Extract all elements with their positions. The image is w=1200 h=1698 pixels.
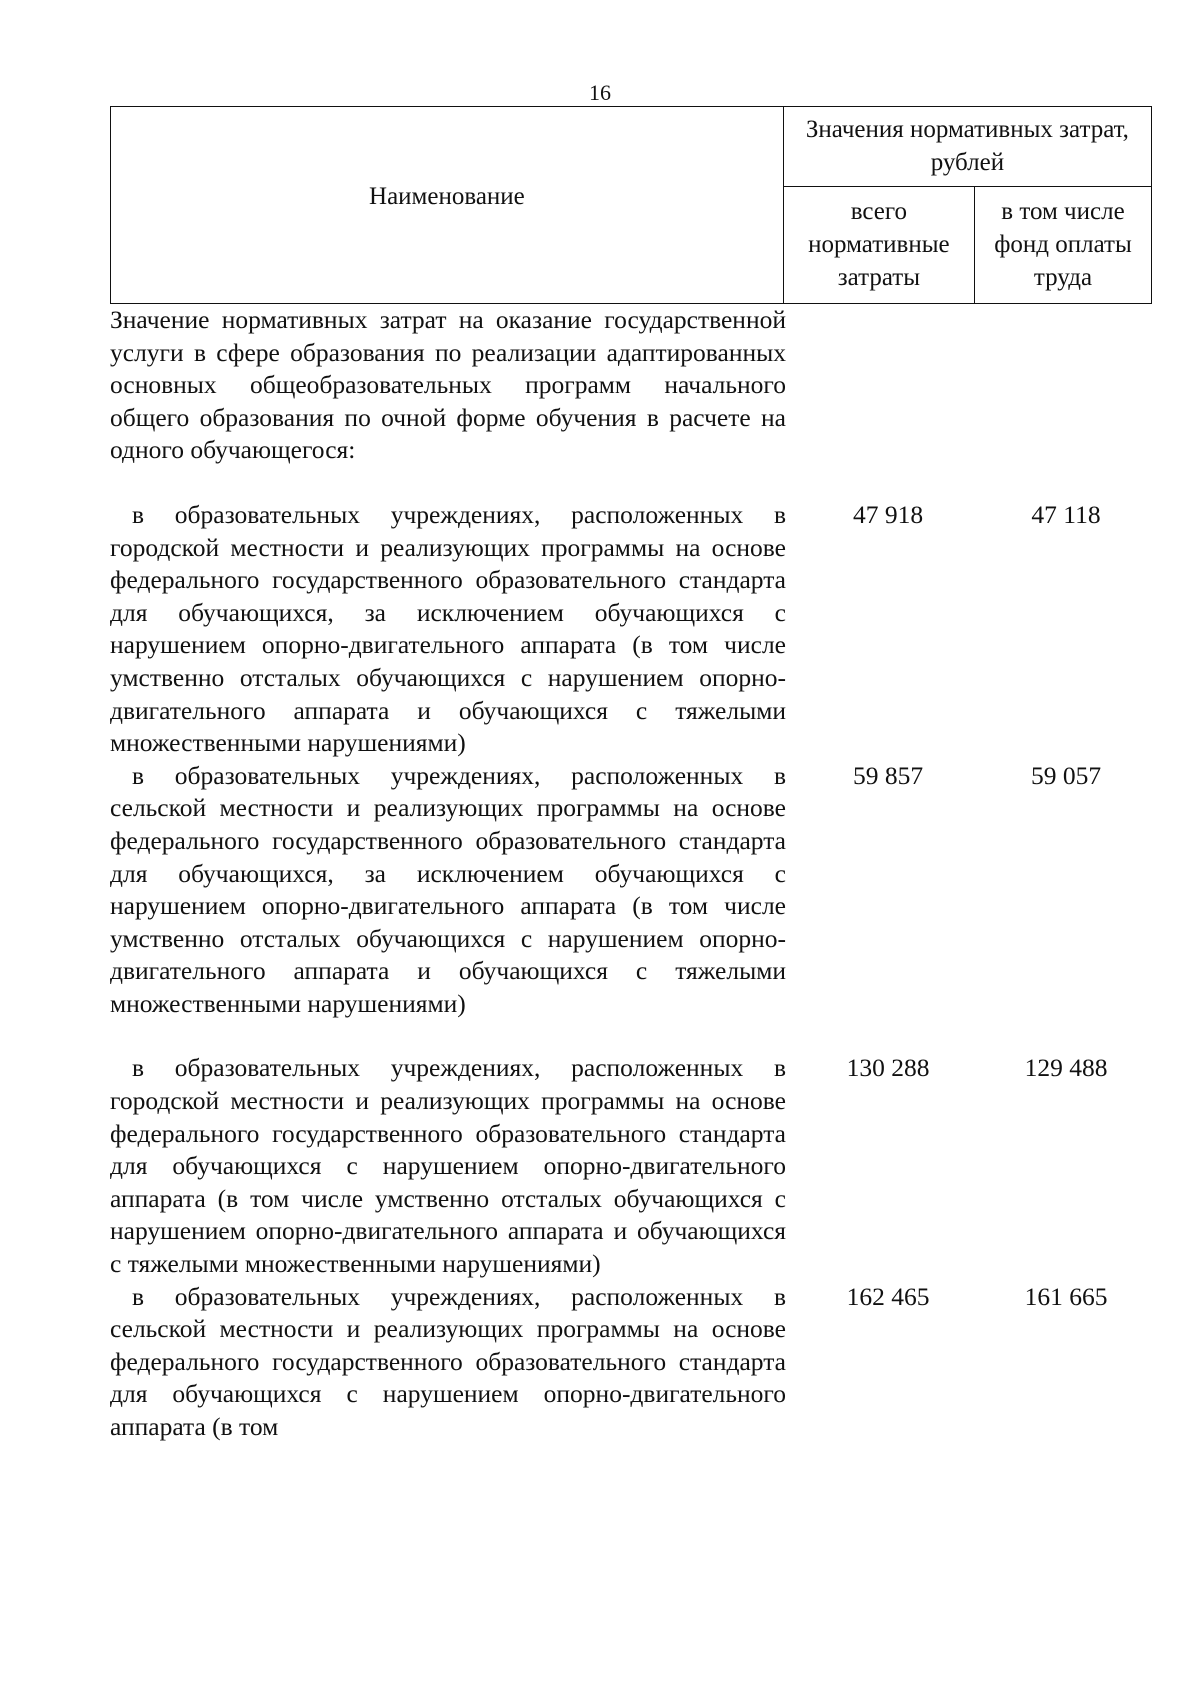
row-fot-value: 129 488 — [1024, 1053, 1108, 1083]
table-row — [110, 499, 1152, 760]
row-text: в образовательных учреждениях, расположенных в городской местности и реализующих программы на основе федерального государственного образовательного стандарта для обучающихся с нарушением опорно-двигательного аппарата (в том числе умственно отсталых обучающихся с нарушением опорно-двигательного аппарата и обучающихся с тяжелыми множественными нарушениями) — [110, 1053, 786, 1279]
table-row — [110, 1052, 1152, 1280]
name-column-header: Наименование — [111, 107, 784, 304]
intro-row — [110, 304, 1152, 467]
row-text: в образовательных учреждениях, расположенных в сельской местности и реализующих программы на основе федерального государственного образовательного стандарта для обучающихся с нарушением опорно-двигательного аппарата (в том — [110, 1281, 786, 1441]
spacer — [110, 467, 1152, 499]
row-text: в образовательных учреждениях, расположенных в городской местности и реализующих программы на основе федерального государственного образовательного стандарта для обучающихся, за исключением обучающихся с нарушением опорно-двигательного аппарата (в том числе умственно отсталых обучающихся с нарушением опорно-двигательного аппарата и обучающихся с тяжелыми множественными нарушениями) — [110, 499, 786, 758]
table-row — [110, 1281, 1152, 1444]
spacer — [110, 1020, 1152, 1052]
table-row — [110, 760, 1152, 1021]
total-column-header: всего нормативные затраты — [783, 186, 974, 303]
intro-text: Значение нормативных затрат на оказание государственной услуги в сфере образования по реализации адаптированных основных общеобразовательных программ начального общего образования по очной форме обучения в расчете на одного обучающегося: — [110, 305, 786, 465]
row-total-value: 47 918 — [852, 499, 924, 529]
header-table — [110, 106, 1152, 304]
fot-column-header: в том числе фонд оплаты труда — [974, 186, 1151, 303]
row-fot-value: 161 665 — [1024, 1281, 1108, 1311]
row-fot-value: 47 118 — [1031, 499, 1101, 529]
row-total-value: 59 857 — [852, 760, 924, 790]
row-total-value: 162 465 — [846, 1281, 930, 1311]
row-total-value: 130 288 — [846, 1053, 930, 1083]
values-group-header: Значения нормативных затрат, рублей — [783, 107, 1151, 187]
row-fot-value: 59 057 — [1030, 760, 1102, 790]
row-text: в образовательных учреждениях, расположенных в сельской местности и реализующих программы на основе федерального государственного образовательного стандарта для обучающихся, за исключением обучающихся с нарушением опорно-двигательного аппарата (в том числе умственно отсталых обучающихся с нарушением опорно-двигательного аппарата и обучающихся с тяжелыми множественными нарушениями) — [110, 760, 786, 1018]
page-number: 16 — [589, 80, 611, 105]
table-body — [110, 304, 1152, 1444]
